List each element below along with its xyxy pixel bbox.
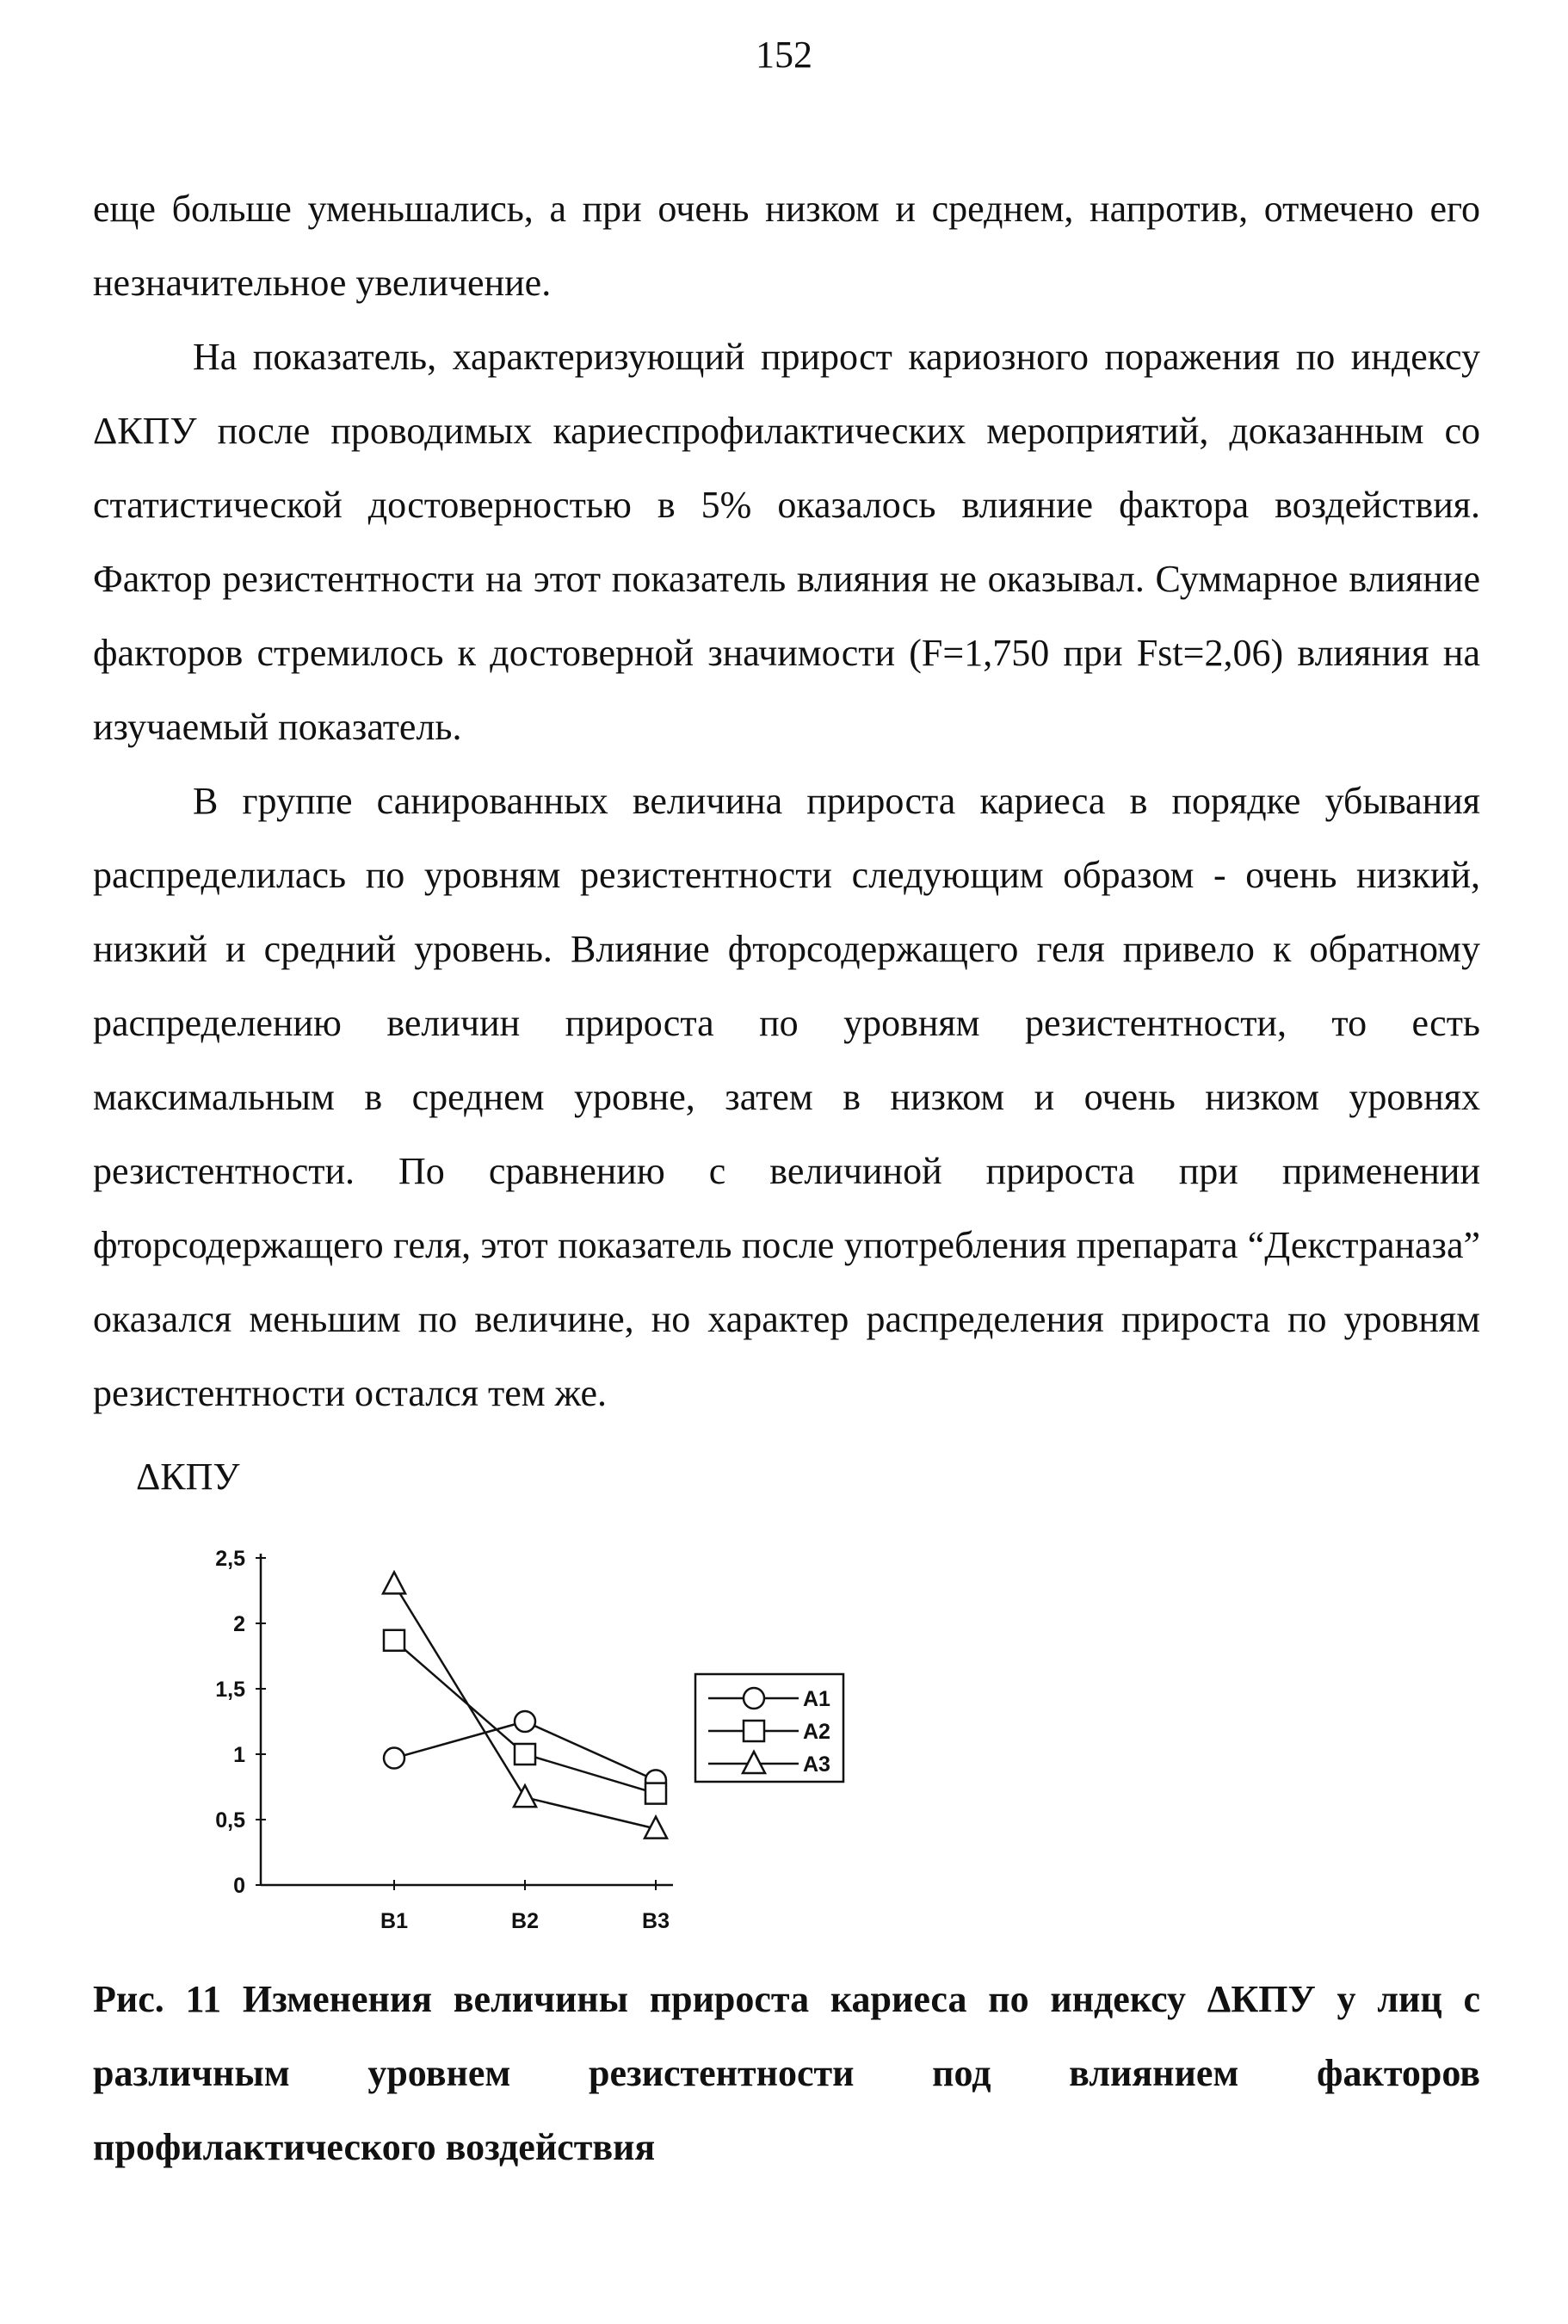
legend-label-a1: A1 xyxy=(803,1687,830,1711)
chart-y-axis-label: ΔКПУ xyxy=(136,1456,240,1498)
page-number: 152 xyxy=(756,34,812,76)
paragraph-3: В группе санированных величина прироста кариеса в порядке убывания распределилась по уровням резистентности следующим образом - очень низкий, низкий и средний уровень. Влияние фторсодержащего геля привело к обратному распределению величин прироста по уровням резистентности, то есть максимальным в среднем уровне, затем в низком и очень низком уровнях резистентности. По сравнению с величиной прироста при применении фторсодержащего геля, этот показатель после употребления препарата “Декстраназа” оказался меньшим по величине, но характер распределения прироста по уровням резистентности остался тем же. xyxy=(93,780,1480,1414)
caption-line-2: различным уровнем резистентности под влиянием факторов xyxy=(93,2052,1480,2094)
x-tick-label: B3 xyxy=(642,1909,670,1933)
line-chart xyxy=(93,1455,867,1954)
data-point-a3 xyxy=(514,1785,536,1807)
data-point-a3 xyxy=(383,1572,405,1593)
figure-caption xyxy=(93,1962,1480,2185)
data-point-a2 xyxy=(384,1630,404,1651)
legend-marker-a2 xyxy=(744,1721,764,1741)
y-tick-label: 0,5 xyxy=(215,1808,245,1833)
data-point-a1 xyxy=(515,1711,535,1732)
data-point-a1 xyxy=(384,1748,404,1769)
figure-chart xyxy=(93,1455,867,1954)
legend-label-a2: A2 xyxy=(803,1720,830,1744)
body-text xyxy=(93,172,1480,1431)
x-tick-label: B1 xyxy=(380,1909,408,1933)
legend-label-a3: A3 xyxy=(803,1752,830,1777)
y-tick-label: 2 xyxy=(233,1612,245,1636)
y-tick-label: 1,5 xyxy=(215,1678,245,1702)
caption-line-3: профилактического воздействия xyxy=(93,2126,656,2168)
y-tick-label: 0 xyxy=(233,1874,245,1898)
paragraph-2: На показатель, характеризующий прирост кариозного поражения по индексу ΔКПУ после проводимых кариеспрофилактических мероприятий, доказанным со статистической достоверностью в 5% оказалось влияние фактора воздействия. Фактор резистентности на этот показатель влияния не оказывал. Суммарное влияние факторов стремилось к достоверной значимости (F=1,750 при Fst=2,06) влияния на изучаемый показатель. xyxy=(93,336,1480,748)
y-tick-label: 1 xyxy=(233,1743,245,1767)
legend-marker-a1 xyxy=(744,1688,764,1709)
data-point-a2 xyxy=(645,1783,666,1804)
caption-line-1: Рис. 11 Изменения величины прироста кариеса по индексу ΔКПУ у лиц с xyxy=(93,1978,1480,2020)
y-tick-label: 2,5 xyxy=(215,1547,245,1571)
x-tick-label: B2 xyxy=(511,1909,539,1933)
paragraph-1: еще больше уменьшались, а при очень низком и среднем, напротив, отмечено его незначительное увеличение. xyxy=(93,188,1480,304)
data-point-a2 xyxy=(515,1744,535,1765)
